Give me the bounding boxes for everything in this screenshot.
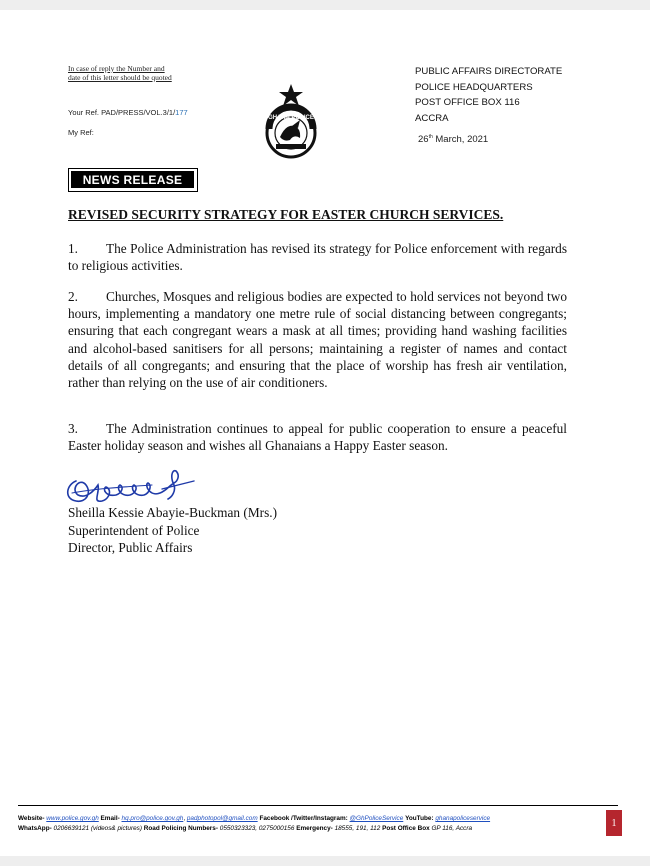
footer-divider	[18, 805, 618, 806]
website-label: Website-	[18, 815, 45, 822]
document-page	[0, 10, 650, 856]
address-block	[415, 64, 562, 126]
paragraph-number: 3.	[68, 421, 78, 436]
date-day: 26	[418, 134, 429, 146]
email-label: Email-	[100, 815, 120, 822]
social-handle-link[interactable]: @GhPoliceService	[349, 815, 404, 822]
page-number-badge: 1	[606, 810, 622, 836]
road-policing-label: Road Policing Numbers-	[143, 825, 218, 832]
email-link-2[interactable]: padphotopol@gmail.com	[186, 815, 258, 822]
pobox-label: Post Office Box	[382, 825, 430, 832]
date-suffix: th	[428, 134, 433, 140]
paragraph-number: 1.	[68, 241, 78, 256]
road-policing-numbers: 0550323323, 0275000156	[219, 825, 295, 832]
my-ref-label: My Ref:	[68, 128, 94, 137]
email-link-1[interactable]: hq.pro@police.gov.gh	[121, 815, 184, 822]
youtube-link[interactable]: ghanapoliceservice	[435, 815, 491, 822]
social-label: Facebook /Twitter/Instagram:	[259, 815, 348, 822]
your-ref-number: 177	[175, 108, 188, 117]
address-line: POST OFFICE BOX 116	[415, 97, 520, 108]
paragraph-2	[68, 288, 567, 391]
paragraph-text: Churches, Mosques and religious bodies are expected to hold services not beyond two hours, implementing a mandatory one metre rule of social distancing between congregants; ensuring that each congregant wears a mask at all times; providing hand washing facilities and alcohol-based sanitisers for all persons; maintaining a register of names and contact details of all congregants; and ensuring that the place of worship has fresh air ventilation, rather than relying on the use of air conditioners.	[68, 289, 567, 391]
date-rest: March, 2021	[435, 134, 489, 146]
paragraph-3	[68, 420, 567, 454]
your-ref-label: Your Ref.	[68, 108, 99, 117]
news-release-label: NEWS RELEASE	[71, 171, 194, 188]
paragraph-1	[68, 240, 567, 274]
crest-text: GHANA POLICE	[268, 115, 314, 121]
footer-line-1	[18, 814, 603, 824]
whatsapp-label: WhatsApp-	[18, 825, 52, 832]
website-link[interactable]: www.police.gov.gh	[46, 815, 99, 822]
address-line: ACCRA	[415, 112, 449, 124]
signatory-block	[68, 504, 277, 557]
your-ref	[68, 108, 188, 117]
signatory-title: Director, Public Affairs	[68, 540, 193, 555]
paragraph-number: 2.	[68, 289, 78, 304]
headline: REVISED SECURITY STRATEGY FOR EASTER CHURCH SERVICES.	[68, 207, 504, 222]
footer-line-2	[18, 824, 603, 834]
reply-note: In case of reply the Number and date of this letter should be quoted	[68, 64, 172, 82]
emergency-numbers: 18555, 191, 112	[334, 825, 381, 832]
email-separator: ,	[183, 815, 186, 822]
document-date	[418, 134, 488, 145]
paragraph-text: The Police Administration has revised its strategy for Police enforcement with regards to religious activities.	[68, 241, 567, 274]
address-line: PUBLIC AFFAIRS DIRECTORATE	[415, 66, 563, 77]
signatory-rank: Superintendent of Police	[68, 522, 200, 538]
pobox-value: GP 116, Accra	[431, 825, 473, 832]
address-line: POLICE HEADQUARTERS	[415, 81, 533, 93]
footer	[18, 814, 603, 834]
ghana-police-crest-icon	[256, 82, 326, 162]
paragraph-text: The Administration continues to appeal for public cooperation to ensure a peaceful Easter holiday season and wishes all Ghanaians a Happy Easter season.	[68, 421, 567, 454]
emergency-label: Emergency-	[296, 825, 333, 832]
youtube-label: YouTube:	[405, 815, 434, 822]
whatsapp-number: 0206639121 (videos& pictures)	[53, 825, 142, 832]
your-ref-value: PAD/PRESS/VOL.3/1/	[101, 108, 176, 117]
news-release-badge	[68, 168, 198, 192]
signatory-name: Sheilla Kessie Abayie-Buckman (Mrs.)	[68, 505, 278, 520]
